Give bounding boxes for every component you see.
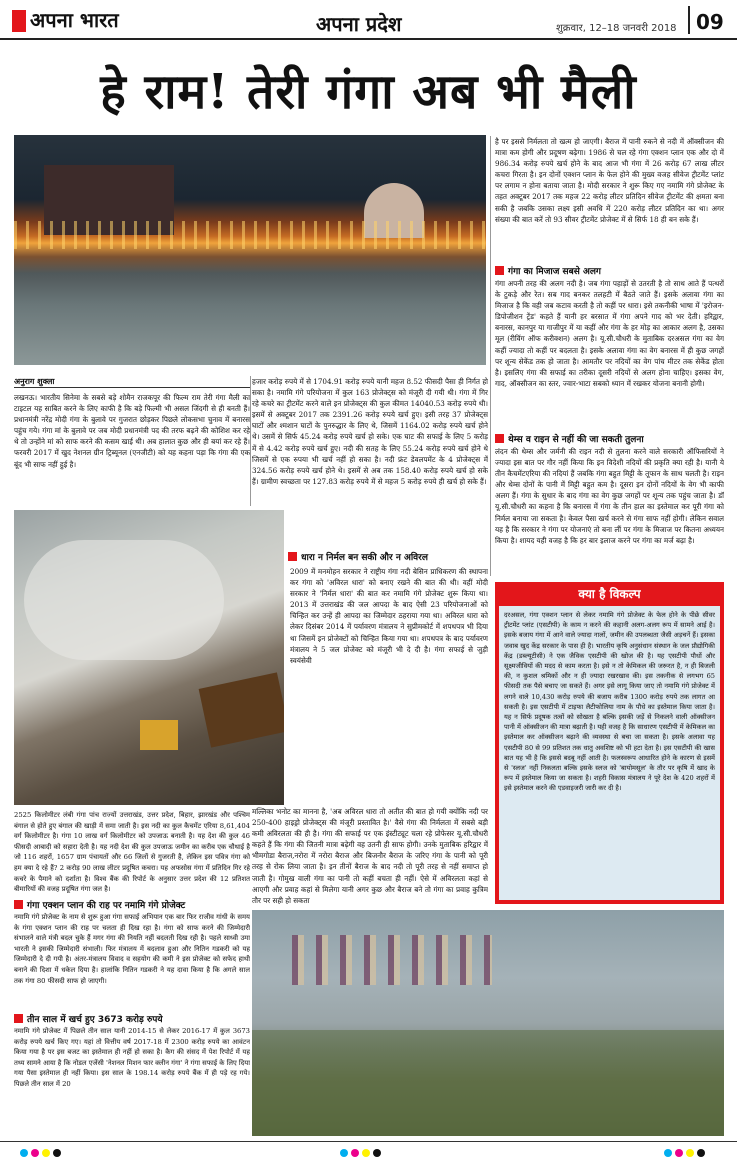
header-divider [688,6,690,34]
byline: अनुराग शुक्ला [14,377,55,386]
photo-marigold [140,720,178,750]
page-category: अपना प्रदेश [316,12,402,36]
ganga-aarti-photo [14,135,486,365]
subhead-mizaj-text: गंगा का मिजाज सबसे अलग [508,267,601,277]
subhead-dhara [288,550,428,563]
box-title: क्या है विकल्प [578,587,641,601]
photo-pyre [199,672,284,747]
photo-lamps [14,221,486,249]
subhead-thames [495,432,644,445]
issue-date: शुक्रवार, 12–18 जनवरी 2018 [556,23,677,34]
col1-3673-text: नमामि गंगे प्रोजेक्ट में पिछले तीन साल यानी 2014-15 से लेकर 2016-17 में कुल 3673 करोड़ रुपये खर्च किए गए। यहां तो वित्तीय वर्ष 2017-18 में 2300 करोड़ रुपये का आवंटन किया गया है पर इस बजट का इस्तेमाल ही नहीं हो सका है। कैग की संसद में पेश रिपोर्ट में यह तथ्य सामने आया है कि नोडल एजेंसी 'नेशनल मिशन फार क्लीन गंगा' ने गंगा सफाई के लिए दिया गया पैसा इस्तेमाल ही नहीं किया। इस साल के 198.14 करोड़ रुपये बैंक में ही पड़े रह गये। पिछले तीन साल में 20 [14,1027,250,1088]
subhead-marker [14,1014,23,1023]
photo-riverbank [252,1030,724,1136]
box-text: दरअसल, गंगा एक्शन प्लान से लेकर नमामि गंगे प्रोजेक्ट के फेल होने के पीछे सीवर ट्रीटमेंट प्लांट (एसटीपी) के काम न करने की कहानी अलग-अलग रूप में सामने आई है। इसके बजाय गंगा में आने वाले ज्यादा नालों, जमीन की उपलब्धता जैसी अड़चनें हैं। इसका जवाब खुद केंद्र सरकार के पास ही है। भारतीय कृषि अनुसंधान संस्थान के जल प्रौद्योगिकी केंद्र (डब्ल्यूटीसी) ने एक जैविक एसटीपी की खोज की है। यह एसटीपी पौधों और सूक्ष्मजीवियों की मदद से काम करता है। इसे न तो केमिकल की जरूरत है, न ही बिजली की, न कुशल श्रमिकों और न ही ज्यादा रखरखाव की। इस तकनीक से लगभग 65 फीसदी तक पैसे बचाए जा सकते हैं। अगर इसे लागू किया जाए तो नमामि गंगे प्रोजेक्ट में लगने वाले 10,430 करोड़ रुपये की बजाय करीब 1300 करोड़ रुपये तक लागत आ सकती है। इस एसटीपी में टाइफा लैटीफोलिया नाम के पौधे का इस्तेमाल किया जाता है। यह न सिर्फ प्रदूषक तत्वों को सोखता है बल्कि इसकी जड़ें से निकलने वाली ऑक्सीजन पानी में ऑक्सीजन की मात्रा बढ़ाती है। यही वजह है कि साधारण एसटीपी में केमिकल का इस्तेमाल कर ऑक्सीजन बढ़ाने की व्यवस्था से बचा जा सकता है। इसके अलावा यह एसटीपी 80 से 99 प्रतिशत तक धातु अवशिष्ट को भी हटा देता है। इस एसटीपी की खास बात यह भी है कि इससे बदबू नहीं आती है। फलस्वरूप आधारित होने के कारण से इसमें से 'स्लज' नहीं निकलता बल्कि इसके स्लज को 'बायोमसूल' के तौर पर कृषि में खाद के रूप में इस्तेमाल किया जा सकता है। शहरी विकास मंत्रालय ने पूरे देश के 420 शहरों में इसे इस्तेमाल करने की एडवाइजरी जारी कर दी है। [504,611,715,793]
section-name: अपना भारत [30,8,119,32]
cremation-ghat-photo [14,510,284,805]
col3-top-text: है पर इससे निर्मलता तो खत्म हो जाएगी। बैराज में पानी रुकने से नदी में ऑक्सीजन की मात्रा कम होगी और प्रदूषण बढ़ेगा। 1986 से चल रहे गंगा एक्शन प्लान एक और दो में 986.34 करोड़ रुपये खर्च होने के बाद आज भी गंगा में 26 करोड़ 67 लाख लीटर कचरा गिरता है। इन दोनों एक्शन प्लान के फेल होने की मुख्य वजह सीवेज ट्रीटमेंट प्लांट पर लगाम न होना बताया जाता है। मोदी सरकार ने शुरू किए गए नमामि गंगे प्रोजेक्ट के तहत अक्टूबर 2017 तक महज 22 करोड़ लीटर प्रतिदिन सीवेज ट्रीटमेंट की क्षमता बना सकी है जबकि उसका लक्ष्य इसी अवधि में 220 करोड़ लीटर प्रतिदिन का था। अगर संख्या की बात करें तो 93 सीवर ट्रीटमेंट प्रोजेक्ट में से सिर्फ 18 ही बन सके हैं। [495,137,724,224]
col3-mizaj-text: गंगा अपनी तरह की अलग नदी है। जब गंगा पहाड़ों से उतरती है तो साथ आते हैं पत्थरों के टुकड़े और रेत। सब गाद बनकर तलहटी में बैठते जाते हैं। इसके अलावा गंगा का मिजाज है कि वही जब कटाव करती है तो कहीं पर धारा। इसे तकनीकी भाषा में 'इरोजन-डिपोजीशन ट्रेंड' कहते हैं यानी हर बरसात में गंगा अपने गाद को भर देती। हरिद्वार, बनारस, कानपुर या गाजीपुर में या कहीं और गंगा के हर मोड़ का आकार अलग है, उसका मूल (रीविंग ऑफ करीक्शन) अलग है। यू.सी.चौधरी के मुताबिक दरअसल गंगा का वेग कहीं ज्यादा तो कहीं पर बदलता है। इसके अलावा गंगा का वेग बनारस में ही कुछ जगहों पर शून्य सेकेंड तक हो जाता है। आमतौर पर नदियों का वेग पांच मीटर तक सेकेंड होता है। इसलिए गंगा की सफाई का तरीका दूसरी नदियों से अलग होना चाहिए। इसका वेग, गाद, ऑक्सीजन का स्तर, ज्वार-भाटा सबको ध्यान में रखकर योजना बनानी होगी। [495,279,724,388]
subhead-mizaj [495,264,601,277]
col2-top-text: हजार करोड़ रुपये में से 1704.91 करोड़ रुपये यानी महज 8.52 फीसदी पैसा ही निर्गत हो सका है। नमामि गंगे परियोजना में कुल 163 प्रोजेक्ट्स को मंजूरी दी गयी थी। गंगा में गिर रहे कचरे का ट्रीटमेंट करने वाले इन प्रोजेक्ट्स की कुल कीमत 14040.53 करोड़ रुपये थी। इसमें से अक्टूबर 2017 तक 2391.26 करोड़ रुपये खर्च हुए। इसी तरह 37 प्रोजेक्ट्स घाटों और श्मशान घाटों के पुनरुद्धार के लिए थे, जिसमें 1164.02 करोड़ रुपये खर्च होने थे। उसमें से सिर्फ 45.24 करोड़ रुपये खर्च हो सके। एक घाट की सफाई के लिए 5 करोड़ में से 4.42 करोड़ रुपये खर्च हुए। नदी की सतह के लिए 55.24 करोड़ रुपये खर्च होने थे जिसमें से एक रुपया भी खर्च नहीं हो सका है। नदी फ्रंट डेवलपमेंट के 4 प्रोजेक्ट्स में 324.56 करोड़ रुपये खर्च होने थे। इसमें से अब तक 158.40 करोड़ रुपये खर्च हो सके हैं। ग्रामीण स्वच्छता पर 127.83 करोड़ रुपये में से महज 5 करोड़ रुपये ही खर्च हो सके हैं। [252,377,488,486]
column-divider [490,136,491,576]
col1-namami-text: नमामि गंगे प्रोजेक्ट के नाम से शुरू हुआ गंगा सफाई अभियान एक बार फिर राजीव गांधी के समय के गंगा एक्शन प्लान की राह पर चलता ही दिख रहा है। गंगा को साफ करने की जिम्मेदारी संभालने वाले मंत्री बदल चुके हैं मगर गंगा की नियति नहीं बदलती दिख रही है। पहले साध्वी उमा भारती ने इसकी जिम्मेदारी संभाली। फिर मंत्रालय में बदलाव हुआ और नितिन गडकरी को यह जिम्मेदारी दे दी गयी है। अंतर-मंत्रालय विवाद व सहयोग की कमी ने इस प्रोजेक्ट को सफेद हाथी बनाने की दिशा में धकेल दिया है। हालांकि नितिन गडकरी ने यह दावा किया है कि अगले साल तक गंगा 80 फीसदी साफ हो जाएगी। [14,913,250,985]
page-header [0,0,737,40]
subhead-namami-text: गंगा एक्शन प्लान की राह पर नमामि गंगे प्रोजेक्ट [27,901,186,911]
page-number: 09 [696,10,724,34]
photo-smoke [24,540,224,660]
col2-bottom-text: मल्लिका भनोट का मानना है, 'अब अविरल धारा तो अतीत की बात हो गयी क्योंकि नदी पर 250-400 हाइड्रो प्रोजेक्ट्स की मंजूरी प्रस्तावित है।' वैसे गंगा की निर्मलता में सबसे बड़ी कमी अविरलता की ही है। गंगा की सफाई पर एक इंस्टीट्यूट चला रहे प्रोफेसर यू.सी.चौधरी कहते हैं कि गंगा की जितनी मात्रा बढ़ेगी वह उतनी ही साफ होगी। उनके मुताबिक हरिद्वार में भीमगोडा बैराज,नरोरा में नरोरा बैराज और बिजनौर बैराज के जरिए गंगा के पानी को पूरी तरह से रोक लिया जाता है। इन तीनों बैराज के बाद नदी तो पूरी तरह से नहीं समाप्त हो जाती है। गोमुख वाली गंगा का पानी तो कहीं बचता ही नहीं। ऐसे में अविरलता कहां से आएगी और प्रवाह कहां से मिलेगा यानी अगर कुछ और बैराज बने तो गंगा का प्रवाह कुत्रिम तौर पर सही हो सकता [252,807,488,905]
col3-thames-text: लंदन की थेम्स और जर्मनी की राइन नदी से तुलना करने वाले सरकारी ऑफिसरियों ने ज्यादा इस बात पर गौर नहीं किया कि इन विदेशी नदियों की प्रकृति क्या रही है। यानी ये तीन कैचमेंटएरिया की नदियां हैं जबकि गंगा बहुत मिट्टी के तूफान के साथ चलती है। राइन और थेम्स दोनों के पानी में मिट्टी बहुत कम है। दूसरा इन दोनों नदियों के वेग भी काफी अलग हैं। गंगा के सुधार के बाद गंगा का वेग कुछ जगहों पर शून्य तक पहुंच जाता है। डॉ यू.सी.चौधरी का कहना है कि बनारस में गंगा के तीन हाल का इस्तेमाल कर पूरी गंगा को निर्मल बनाया जा सकता है। केवल पैसा खर्च करने से गंगा साफ नहीं होगी। लेकिन सवाल यह है कि सरकार ने गंगा पर योजनाएं तो बना लीं पर गंगा के मिजाज पर कितना अध्ययन किया है। शायद यही वजह है कि हर बार इलाज करने पर गंगा का मर्ज बढ़ा है। [495,447,724,545]
byline-rule [14,387,250,388]
subhead-marker [14,900,23,909]
headline: हे राम! तेरी गंगा अब भी मैली [100,64,637,120]
page-footer [0,1146,737,1162]
subhead-marker [495,434,504,443]
col2-dhara-text: 2009 में मनमोहन सरकार ने राष्ट्रीय गंगा नदी बेसिन प्राधिकरण की स्थापना कर गंगा को 'अविरल धारा' को बनाए रखने की बात की थी। वहीं मोदी सरकार ने 'निर्मल धारा' की बात कर नमामि गंगे प्रोजेक्ट शुरू किया था। 2013 में उत्तराखंड की जल आपदा के बाद ऐसी 23 परियोजनाओं को चिन्हित कर उन्हें ही आपदा का जिम्मेदार ठहराया गया था। अविरल धारा को लेकर दिसंबर 2014 में पर्यावरण मंत्रालय ने सुप्रीमकोर्ट में शपथपत्र भी दिया था जिसमें इन प्रोजेक्टों को चिन्हित किया गया था। शपथपत्र के बाद पर्यावरण मंत्रालय ने 5 जल प्रोजेक्ट को मंजूरी भी दे दी है। गंगा सफाई से जुड़ी स्वयंसेवी [290,567,488,665]
subhead-dhara-text: धारा न निर्मल बन सकी और न अविरल [301,553,428,563]
subhead-3673-text: तीन साल में खर्च हुए 3673 करोड़ रुपये [27,1015,163,1025]
color-registration-left [20,1149,61,1159]
column-divider [250,376,251,506]
photo-people [292,935,492,985]
col1-intro-text: लखनऊ। भारतीय सिनेमा के सबसे बड़े शोमैन राजकपूर की फिल्म राम तेरी गंगा मैली का टाइटल यह साबित करने के लिए काफी है कि बड़े फिल्मी भी असल जिंदगी से ही बनती हैं। प्रधानमंत्री नरेंद्र मोदी गंगा के बुलावे पर गुजरात छोड़कर पिछले लोकसभा चुनाव में बनारस पहुंच गये। गंगा मां के बुलावे पर जब मोदी प्रधानमंत्री पद की तरफ बढ़ने की कोशिश कर रहे थे तो उन्होंने मां को साफ करने की कसम खाई थी। अब हालात कुछ और ही बयां कर रहे हैं। फरवरी 2017 में खुद नेशनल ग्रीन ट्रिब्यूनल (एनजीटी) को यह कहना पड़ा कि गंगा की एक बूंद भी साफ नहीं हुई है। [14,393,250,469]
subhead-marker [288,552,297,561]
subhead-namami [14,898,185,911]
footer-rule [0,1141,737,1142]
color-registration-right [664,1149,705,1159]
section-marker [12,10,26,32]
col1-body-text: 2525 किलोमीटर लंबी गंगा पांच राज्यों उत्तराखंड, उत्तर प्रदेश, बिहार, झारखंड और पश्चिम बंगाल से होते हुए बंगाल की खाड़ी में समा जाती है। इस नदी का कुल कैचमेंट एरिया 8,61,404 वर्ग किलोमीटर है। गंगा 10 लाख वर्ग किलोमीटर को उपजाऊ बनाती है। यह देश की कुल 46 फीसदी आबादी को सहारा देती है। यह नदी देश की कुल उपजाऊ जमीन का करीब एक चौथाई है जो 116 शहरों, 1657 ग्राम पंचायतों और 66 जिलों से गुजरती है, लेकिन इस पवित्र गंगा को हम क्या दे रहे हैं? 2 करोड़ 90 लाख लीटर प्रदूषित कचरा। यह अफसोस गंगा में प्रतिदिन गिर रहे कचरे के पैमाने को दर्शाता है। विश्व बैंक की रिपोर्ट के अनुसार उत्तर प्रदेश की 12 प्रतिशत बीमारियों की वजह प्रदूषित गंगा जल है। [14,811,250,894]
color-registration-center [340,1149,381,1159]
subhead-3673 [14,1012,163,1025]
ganga-bank-photo [252,910,724,1136]
alternative-box [495,582,724,904]
subhead-thames-text: थेम्स व राइन से नहीं की जा सकती तुलना [508,435,644,445]
box-body [499,606,720,900]
subhead-marker [495,266,504,275]
